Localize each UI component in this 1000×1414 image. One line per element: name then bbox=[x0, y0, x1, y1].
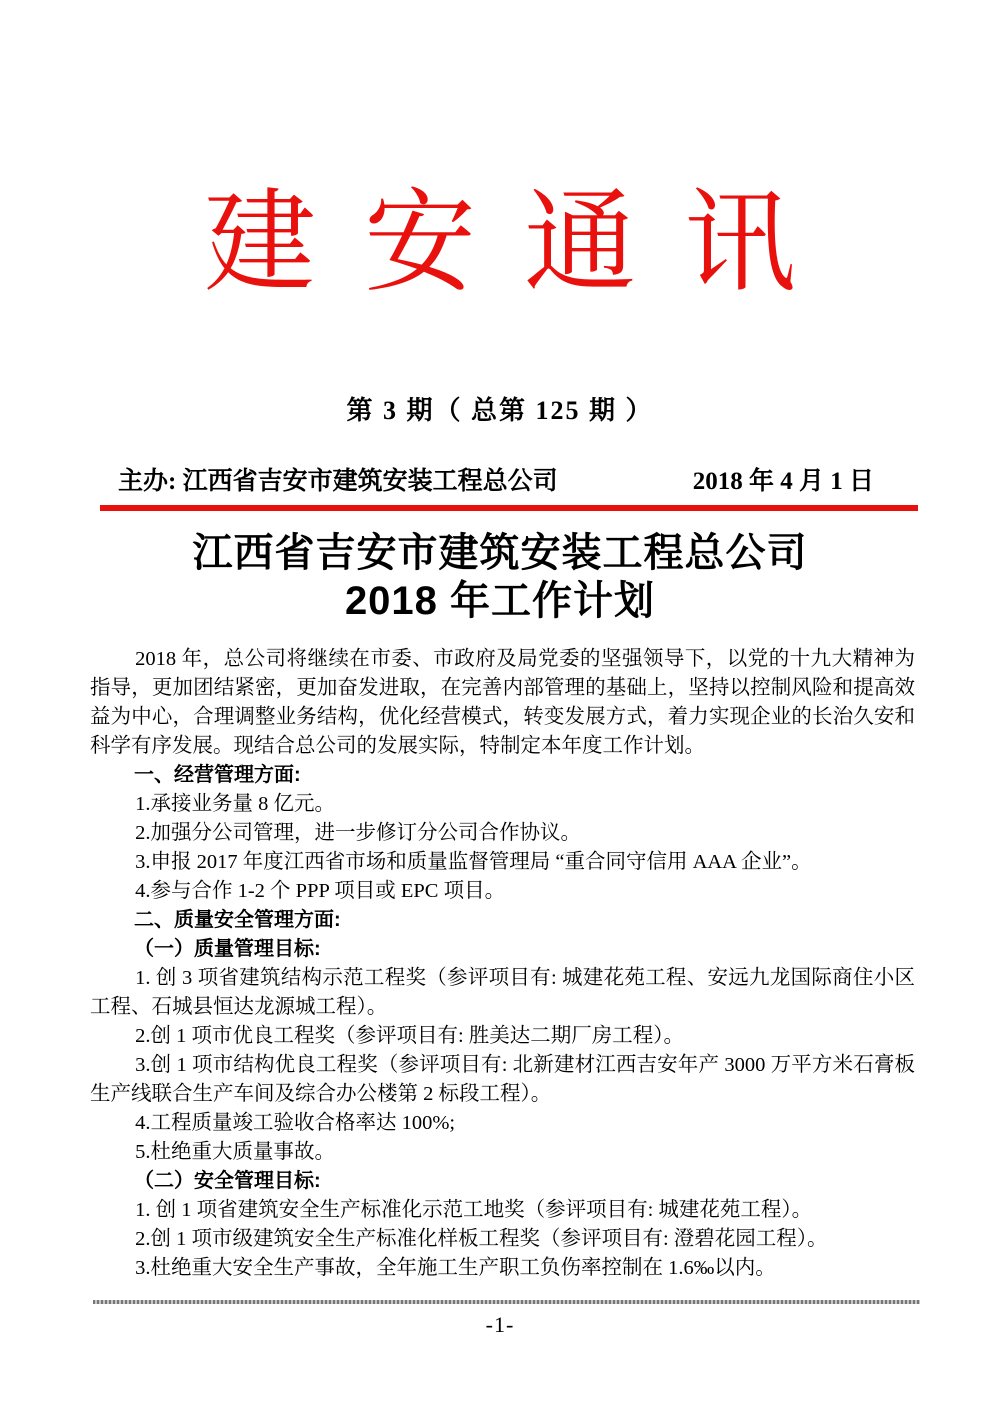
article-title-line1: 江西省吉安市建筑安装工程总公司 bbox=[192, 531, 808, 576]
section-heading: 一、经营管理方面: bbox=[134, 764, 301, 787]
body-paragraph: 5.杜绝重大质量事故。 bbox=[135, 1141, 335, 1164]
body-paragraph: 3.杜绝重大安全生产事故，全年施工生产职工负伤率控制在 1.6‰以内。 bbox=[135, 1257, 776, 1280]
body-paragraph: 1. 创 1 项省建筑安全生产标准化示范工地奖（参评项目有: 城建花苑工程）。 bbox=[135, 1199, 813, 1222]
body-paragraph: 4.工程质量竣工验收合格率达 100%; bbox=[135, 1112, 456, 1135]
masthead-title: 建安通讯 bbox=[204, 182, 844, 306]
article-body bbox=[90, 645, 915, 1283]
red-divider bbox=[100, 505, 918, 511]
body-paragraph: 3.创 1 项市结构优良工程奖（参评项目有: 北新建材江西吉安年产 3000 万平方米石膏板生产线联合生产车间及综合办公楼第 2 标段工程）。 bbox=[90, 1054, 915, 1106]
body-paragraph: 1.承接业务量 8 亿元。 bbox=[135, 793, 335, 816]
section-heading: （一）质量管理目标: bbox=[134, 938, 321, 961]
section-heading: 二、质量安全管理方面: bbox=[134, 909, 341, 932]
publication-date: 2018 年 4 月 1 日 bbox=[692, 468, 874, 496]
issue-line: 第 3 期（ 总第 125 期 ） bbox=[346, 396, 654, 426]
body-paragraph: 3.申报 2017 年度江西省市场和质量监督管理局 “重合同守信用 AAA 企业”。 bbox=[135, 851, 812, 874]
article-title-line2: 2018 年工作计划 bbox=[344, 579, 656, 624]
body-paragraph: 2.加强分公司管理，进一步修订分公司合作协议。 bbox=[135, 822, 581, 845]
publisher-row bbox=[0, 467, 1000, 497]
publisher-label: 主办: 江西省吉安市建筑安装工程总公司 bbox=[118, 468, 558, 496]
body-paragraph: 4.参与合作 1-2 个 PPP 项目或 EPC 项目。 bbox=[135, 880, 506, 903]
body-paragraph: 1. 创 3 项省建筑结构示范工程奖（参评项目有: 城建花苑工程、安远九龙国际商住小区工程、石城县恒达龙源城工程）。 bbox=[90, 967, 915, 1019]
section-heading: （二）安全管理目标: bbox=[134, 1170, 321, 1193]
page-number: -1- bbox=[485, 1312, 515, 1337]
body-paragraph: 2.创 1 项市级建筑安全生产标准化样板工程奖（参评项目有: 澄碧花园工程）。 bbox=[135, 1228, 828, 1251]
body-paragraph: 2.创 1 项市优良工程奖（参评项目有: 胜美达二期厂房工程）。 bbox=[135, 1025, 685, 1048]
footer-divider bbox=[93, 1300, 920, 1304]
body-paragraph: 2018 年，总公司将继续在市委、市政府及局党委的坚强领导下，以党的十九大精神为指导，更加团结紧密，更加奋发进取，在完善内部管理的基础上，坚持以控制风险和提高效益为中心，合理调整业务结构，优化经营模式，转变发展方式，着力实现企业的长治久安和科学有序发展。现结合总公司的发展实际，特制定本年度工作计划。 bbox=[90, 648, 915, 758]
